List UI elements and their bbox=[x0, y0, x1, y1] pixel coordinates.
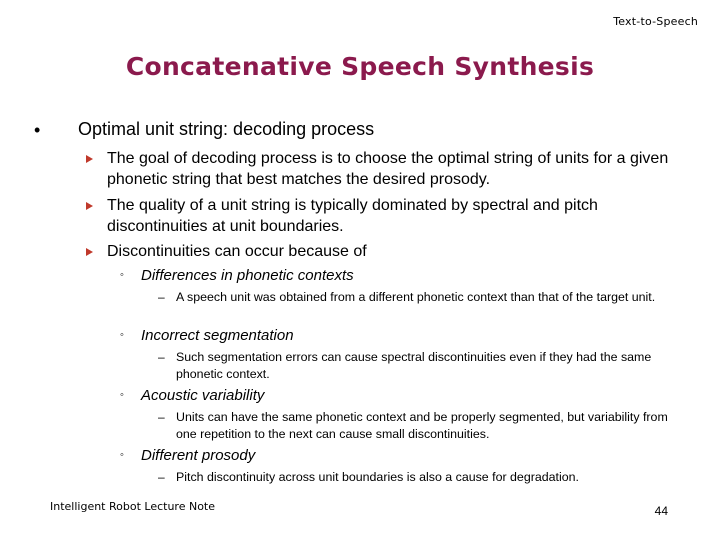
level3-label: Differences in phonetic contexts bbox=[141, 267, 354, 284]
level3-label: Different prosody bbox=[141, 447, 256, 464]
level3-label: Acoustic variability bbox=[141, 387, 265, 404]
level1-bullet: • bbox=[34, 120, 41, 140]
triangle-right-icon bbox=[86, 202, 93, 210]
page-number: 44 bbox=[654, 504, 668, 518]
triangle-right-icon bbox=[86, 155, 93, 163]
level3-bullet: ◦ bbox=[120, 329, 124, 341]
header-tag: Text-to-Speech bbox=[613, 15, 698, 28]
level1-text: Optimal unit string: decoding process bbox=[78, 119, 375, 139]
level4-dash: – bbox=[158, 470, 165, 484]
level3-bullet: ◦ bbox=[120, 449, 124, 461]
level3-bullet: ◦ bbox=[120, 269, 124, 281]
footer-label: Intelligent Robot Lecture Note bbox=[50, 500, 216, 513]
level4-detail: Such segmentation errors can cause spectral discontinuities even if they had the same phonetic context. bbox=[176, 350, 652, 381]
level4-dash: – bbox=[158, 350, 165, 364]
level2-item: The goal of decoding process is to choose the optimal string of units for a given phonetic string that best matches the desired prosody. bbox=[107, 150, 669, 188]
level3-bullet: ◦ bbox=[120, 389, 124, 401]
triangle-right-icon bbox=[86, 248, 93, 256]
level3-label: Incorrect segmentation bbox=[141, 327, 294, 344]
slide-title: Concatenative Speech Synthesis bbox=[125, 52, 595, 81]
level2-item: Discontinuities can occur because of bbox=[107, 243, 367, 260]
level4-detail: A speech unit was obtained from a different phonetic context than that of the target unit. bbox=[176, 290, 656, 304]
level4-detail: Pitch discontinuity across unit boundaries is also a cause for degradation. bbox=[176, 470, 579, 484]
level2-item: The quality of a unit string is typically dominated by spectral and pitch discontinuities at unit boundaries. bbox=[107, 197, 598, 235]
level4-dash: – bbox=[158, 410, 165, 424]
level4-detail: Units can have the same phonetic context and be properly segmented, but variability from one repetition to the next can cause small discontinuities. bbox=[176, 410, 668, 441]
level4-dash: – bbox=[158, 290, 165, 304]
